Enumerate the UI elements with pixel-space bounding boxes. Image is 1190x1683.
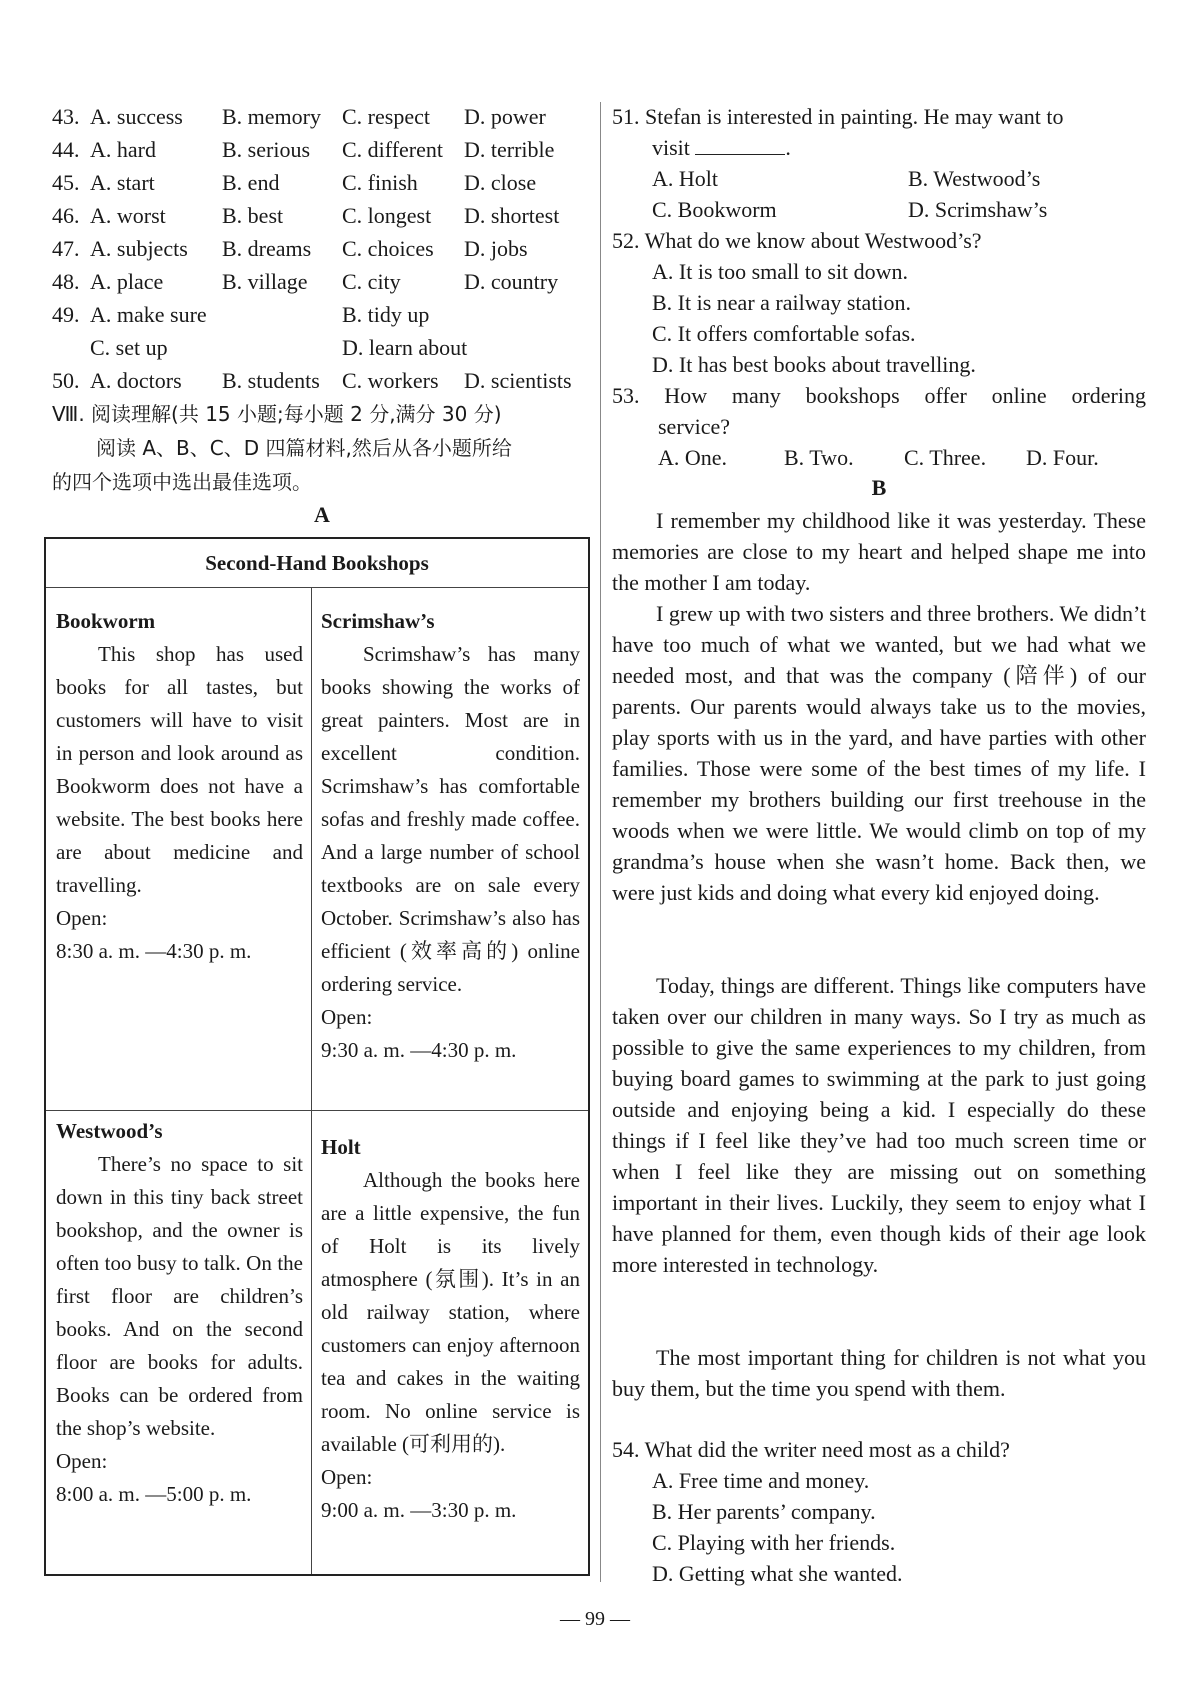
q52-stem: 52. What do we know about Westwood’s? <box>612 228 982 253</box>
q54-stem: 54. What did the writer need most as a child? <box>612 1437 1010 1462</box>
open-hours: 8:30 a. m. —4:30 p. m. <box>56 939 252 963</box>
section-title: Ⅷ. 阅读理解(共 15 小题;每小题 2 分,满分 30 分) <box>52 402 502 426</box>
q52-option-d: D. It has best books about travelling. <box>652 352 976 377</box>
q52-option-c: C. It offers comfortable sofas. <box>652 321 916 346</box>
open-label: Open: <box>321 1465 373 1489</box>
open-hours: 9:30 a. m. —4:30 p. m. <box>321 1038 517 1062</box>
passage-a-label: A <box>314 502 330 527</box>
q52-option-b: B. It is near a railway station. <box>652 290 912 315</box>
shop-name-scrimshaws: Scrimshaw’s <box>321 609 435 633</box>
shop-text-bookworm: This shop has used books for all tastes, but customers will have to visit in person and look around as Bookworm does not have a website. The best books here are about medicine and travelling. <box>56 642 303 897</box>
q51-stem-cont: visit . <box>652 135 791 160</box>
cell-bookworm <box>46 605 311 968</box>
q54-option-c: C. Playing with her friends. <box>652 1530 896 1555</box>
q52-option-a: A. It is too small to sit down. <box>652 259 909 284</box>
section-instruction-1: 阅读 A、B、C、D 四篇材料,然后从各小题所给 <box>96 436 512 460</box>
bookshops-table <box>44 537 590 1576</box>
page-number: — 99 — <box>560 1608 630 1630</box>
column-divider <box>600 102 601 1582</box>
open-hours: 9:00 a. m. —3:30 p. m. <box>321 1498 517 1522</box>
passage-b-paragraph-1: I remember my childhood like it was yesterday. These memories are close to my heart and helped shape me into the mother I am today. <box>612 508 1146 595</box>
q54-option-a: A. Free time and money. <box>652 1468 870 1493</box>
q53-stem-cont: service? <box>658 414 731 439</box>
shop-name-holt: Holt <box>321 1135 361 1159</box>
table-title: Second-Hand Bookshops <box>46 539 588 588</box>
shop-name-bookworm: Bookworm <box>56 609 156 633</box>
open-label: Open: <box>56 906 108 930</box>
q51-stem: 51. Stefan is interested in painting. He may want to <box>612 104 1064 129</box>
passage-b-paragraph-2: I grew up with two sisters and three brothers. We didn’t have too much of what we wanted, but we had what we needed most, and that was the company (陪伴) of our parents. Our parents would always take us to the movies, play sports with us in the yard, and have parties with other families. Those were some of the best times of my life. I remember my brothers building our first treehouse in the woods when we were little. We would climb on top of my grandma’s house when she wasn’t home. Back then, we were just kids and doing what every kid enjoyed doing. <box>612 601 1146 905</box>
cell-holt <box>311 1131 588 1527</box>
shop-text-westwoods: There’s no space to sit down in this tiny back street bookshop, and the owner is often too busy to talk. On the first floor are children’s books. And on the second floor are books for adults. Books can be ordered from the shop’s website. <box>56 1152 303 1440</box>
answer-blank <box>695 134 785 155</box>
shop-text-scrimshaws: Scrimshaw’s has many books showing the works of great painters. Most are in excellent condition. Scrimshaw’s has comfortable sofas and freshly made coffee. And a large number of school textbooks are on sale every October. Scrimshaw’s also has efficient (效率高的) online ordering service. <box>321 642 580 996</box>
section-instruction-2: 的四个选项中选出最佳选项。 <box>52 470 312 494</box>
open-hours: 8:00 a. m. —5:00 p. m. <box>56 1482 252 1506</box>
table-horizontal-divider <box>46 1110 588 1111</box>
open-label: Open: <box>56 1449 108 1473</box>
passage-b-paragraph-3: Today, things are different. Things like computers have taken over our children in many ways. So I try as much as possible to give the same experiences to my children, from buying board games to swimming at the park to just going outside and enjoying being a kid. I especially do these things if I feel like they’ve had too much screen time or when I feel like they are missing out on something important in their lives. Luckily, they seem to enjoy what I have planned for them, even though kids of their age look more interested in technology. <box>612 973 1146 1277</box>
cell-westwoods <box>46 1115 311 1511</box>
passage-b-label: B <box>871 475 887 500</box>
q54-option-b: B. Her parents’ company. <box>652 1499 876 1524</box>
shop-name-westwoods: Westwood’s <box>56 1119 163 1143</box>
open-label: Open: <box>321 1005 373 1029</box>
passage-b-paragraph-4: The most important thing for children is not what you buy them, but the time you spend with them. <box>612 1345 1146 1401</box>
q54-option-d: D. Getting what she wanted. <box>652 1561 903 1586</box>
q53-stem: 53. How many bookshops offer online ordering <box>612 383 1146 408</box>
shop-text-holt: Although the books here are a little expensive, the fun of Holt is its lively atmosphere (氛围). It’s in an old railway station, where customers can enjoy afternoon tea and cakes in the waiting room. No online service is available (可利用的). <box>321 1168 580 1456</box>
cell-scrimshaws <box>311 605 588 1067</box>
